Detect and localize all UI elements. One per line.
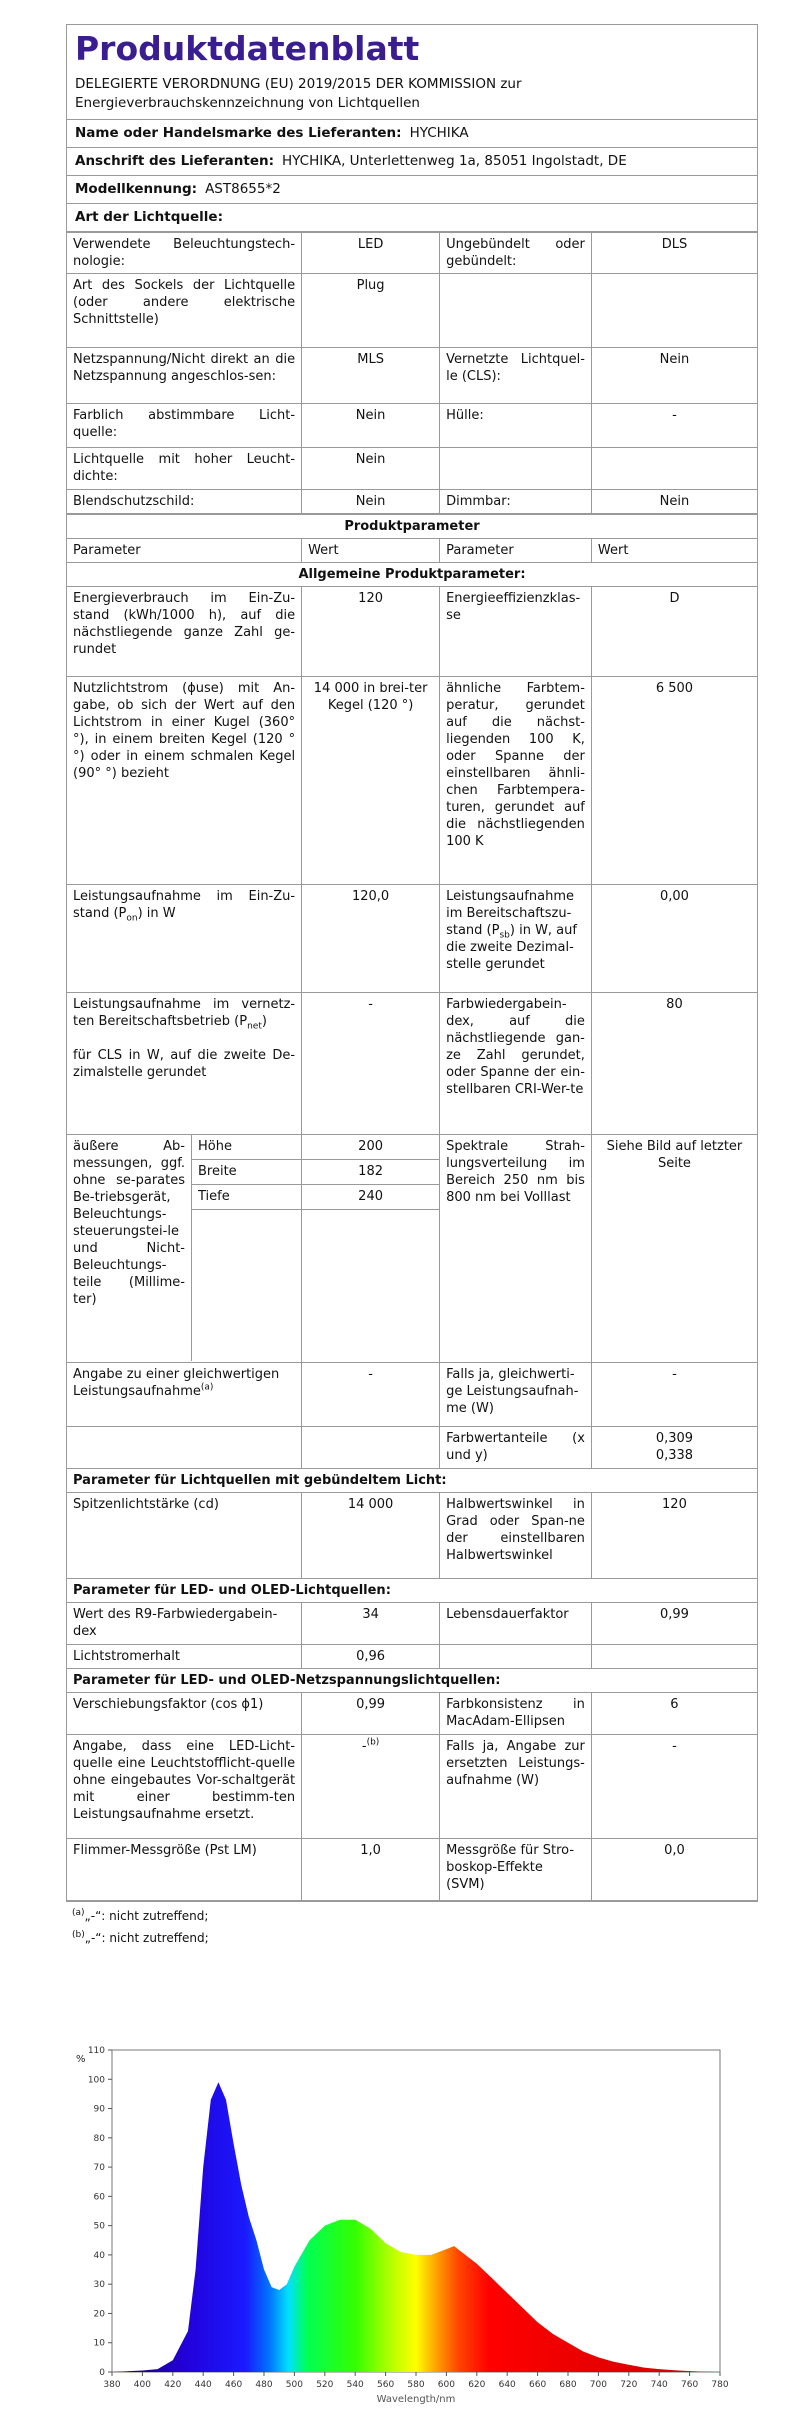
model-label: Modellkennung: (75, 181, 198, 197)
lumen-maintenance-empty (440, 1645, 592, 1669)
y-tick-label: 60 (93, 2192, 105, 2203)
type-row (67, 448, 757, 490)
r9-label: Wert des R9-Farbwiedergabein-dex (67, 1603, 302, 1645)
spectral-distribution-value: Siehe Bild auf letzter Seite (591, 1135, 757, 1363)
x-tick-label: 660 (529, 2380, 547, 2390)
luminous-flux-label: Nutzlichtstrom (ɸuse) mit An-gabe, ob sich der Wert auf den Lichtstrom in einer Kugel (360° °), in einem breiten Kegel (120 °°) oder in einem schmalen Kegel (90° °) bezieht (67, 677, 302, 885)
type-cell (591, 274, 757, 348)
header-parameter: Parameter (67, 539, 302, 563)
type-cell: Vernetzte Lichtquel-le (CLS): (440, 348, 592, 404)
product-parameter-table (67, 514, 757, 1901)
dimension-values (302, 1135, 440, 1363)
general-parameters-title: Allgemeine Produktparameter: (67, 563, 757, 587)
supplier-name-label: Name oder Handelsmarke des Lieferanten: (75, 125, 402, 141)
dimensions-label: äußere Ab-messungen, ggf. ohne se-parates Be-triebsgerät, Beleuchtungs-steuerungstei-le und Nicht-Beleuchtungs-teile (Millime-ter) (67, 1135, 192, 1361)
displacement-factor-value: 0,99 (302, 1693, 440, 1735)
energy-class-label: Energieeffizienzklas-se (440, 587, 592, 677)
cct-value: 6 500 (591, 677, 757, 885)
dimension-label: Breite (192, 1160, 301, 1185)
type-cell: Hülle: (440, 404, 592, 448)
flicker-value: 1,0 (302, 1839, 440, 1901)
networked-standby-value: - (302, 993, 440, 1135)
x-tick-label: 380 (103, 2380, 121, 2390)
x-tick-label: 500 (285, 2380, 303, 2390)
type-cell: Farblich abstimmbare Licht-quelle: (67, 404, 302, 448)
x-tick-label: 640 (498, 2380, 516, 2390)
light-source-type-table (67, 232, 757, 514)
supplier-address-label: Anschrift des Lieferanten: (75, 153, 274, 169)
product-data-sheet (66, 24, 758, 1902)
header-parameter-2: Parameter (440, 539, 592, 563)
macadam-label: Farbkonsistenz in MacAdam-Ellipsen (440, 1693, 592, 1735)
y-tick-label: 30 (93, 2280, 105, 2291)
y-axis-label: % (76, 2054, 86, 2065)
type-row (67, 274, 757, 348)
flicker-label: Flimmer-Messgröße (Pst LM) (67, 1839, 302, 1901)
type-row (67, 348, 757, 404)
model-row (67, 176, 757, 204)
dimension-label: Höhe (192, 1135, 301, 1160)
title-block (67, 25, 757, 120)
light-source-type-heading: Art der Lichtquelle: (67, 204, 757, 232)
product-parameters-title: Produktparameter (67, 515, 757, 539)
x-tick-label: 400 (133, 2380, 151, 2390)
page-title: Produktdatenblatt (75, 29, 420, 68)
luminous-flux-value: 14 000 in brei-ter Kegel (120 °) (302, 677, 440, 885)
dimensions-cell (67, 1135, 302, 1363)
cri-value: 80 (591, 993, 757, 1135)
retrofit-label: Angabe, dass eine LED-Licht-quelle eine Leuchtstofflicht-quelle ohne eingebautes Vor-schaltgerät mit einer bestimm-ten Leistungsaufnahme ersetzt. (67, 1735, 302, 1839)
y-tick-label: 50 (93, 2221, 105, 2232)
cct-label: ähnliche Farbtem-peratur, gerundet auf die nächst-liegenden 100 K, oder Spanne der einstellbaren ähnli-chen Farbtempera-turen, gerundet auf die nächstliegenden 100 K (440, 677, 592, 885)
type-cell: Art des Sockels der Lichtquelle (oder andere elektrische Schnittstelle) (67, 274, 302, 348)
spectral-chart (60, 2040, 740, 2410)
lumen-maintenance-empty-2 (591, 1645, 757, 1669)
standby-power-label: Leistungsaufnahme im Bereitschaftszu-stand $(P_{sb})$ in W, auf die zweite Dezimal-stelle gerundet (440, 885, 592, 993)
type-cell: Dimmbar: (440, 490, 592, 514)
x-tick-label: 780 (711, 2380, 729, 2390)
x-tick-label: 720 (620, 2380, 638, 2390)
equivalent-watt-value: - (591, 1363, 757, 1427)
retrofit-value: -$^{(b)}$ (302, 1735, 440, 1839)
x-tick-label: 440 (194, 2380, 212, 2390)
lumen-maintenance-label: Lichtstromerhalt (67, 1645, 302, 1669)
supplier-address-row (67, 148, 757, 176)
y-tick-label: 70 (93, 2163, 105, 2174)
x-tick-label: 620 (468, 2380, 486, 2390)
y-tick-label: 10 (93, 2338, 105, 2349)
macadam-value: 6 (591, 1693, 757, 1735)
energy-class-value: D (591, 587, 757, 677)
chromaticity-values: 0,309 0,338 (591, 1427, 757, 1469)
survival-factor-value: 0,99 (591, 1603, 757, 1645)
on-mode-power-value: 120,0 (302, 885, 440, 993)
x-tick-label: 560 (377, 2380, 395, 2390)
y-tick-label: 100 (87, 2075, 105, 2086)
y-tick-label: 0 (99, 2368, 105, 2378)
dimension-value: 200 (302, 1135, 439, 1160)
type-cell: Nein (302, 404, 440, 448)
y-tick-label: 20 (93, 2309, 105, 2320)
type-row (67, 233, 757, 274)
directional-title: Parameter für Lichtquellen mit gebündeltem Licht: (67, 1469, 757, 1493)
x-tick-label: 760 (681, 2380, 699, 2390)
on-mode-power-label: Leistungsaufnahme im Ein-Zu-stand $(P_{on})$ in W (67, 885, 302, 993)
type-cell (591, 448, 757, 490)
x-tick-label: 740 (650, 2380, 668, 2390)
type-cell: Netzspannung/Nicht direkt an die Netzspannung angeschlos-sen: (67, 348, 302, 404)
r9-value: 34 (302, 1603, 440, 1645)
chroma-empty-label (67, 1427, 302, 1469)
type-row (67, 404, 757, 448)
header-value-2: Wert (591, 539, 757, 563)
energy-label: Energieverbrauch im Ein-Zu-stand (kWh/1000 h), auf die nächstliegende ganze Zahl ge-rundet (67, 587, 302, 677)
x-tick-label: 540 (346, 2380, 364, 2390)
type-cell (440, 448, 592, 490)
type-cell: Plug (302, 274, 440, 348)
beam-angle-value: 120 (591, 1493, 757, 1579)
dimension-value: 240 (302, 1185, 439, 1210)
svm-value: 0,0 (591, 1839, 757, 1901)
x-tick-label: 600 (437, 2380, 455, 2390)
replaced-power-value: - (591, 1735, 757, 1839)
supplier-address-value: HYCHIKA, Unterlettenweg 1a, 85051 Ingolstadt, DE (282, 153, 627, 169)
x-tick-label: 680 (559, 2380, 577, 2390)
x-tick-label: 520 (316, 2380, 334, 2390)
type-cell: DLS (591, 233, 757, 274)
type-cell: Verwendete Beleuchtungstech-nologie: (67, 233, 302, 274)
model-value: AST8655*2 (205, 181, 281, 197)
header-value: Wert (302, 539, 440, 563)
y-tick-label: 90 (93, 2104, 105, 2115)
svm-label: Messgröße für Stro-boskop-Effekte (SVM) (440, 1839, 592, 1901)
type-cell: - (591, 404, 757, 448)
type-cell: MLS (302, 348, 440, 404)
type-cell: Nein (591, 348, 757, 404)
equivalent-power-label: Angabe zu einer gleichwertigen Leistungsaufnahme$^{(a)}$ (67, 1363, 302, 1427)
regulation-subtitle: DELEGIERTE VERORDNUNG (EU) 2019/2015 DER KOMMISSION zur Energieverbrauchskennzeichnung von Lichtquellen (75, 76, 522, 111)
y-tick-label: 110 (87, 2046, 105, 2056)
x-tick-label: 480 (255, 2380, 273, 2390)
type-cell (440, 274, 592, 348)
mains-title: Parameter für LED- und OLED-Netzspannungslichtquellen: (67, 1669, 757, 1693)
type-rows (67, 233, 757, 514)
type-cell: Blendschutzschild: (67, 490, 302, 514)
type-row (67, 490, 757, 514)
type-cell: Ungebündelt oder gebündelt: (440, 233, 592, 274)
peak-intensity-label: Spitzenlichtstärke (cd) (67, 1493, 302, 1579)
spectral-distribution-label: Spektrale Strah-lungsverteilung im Bereich 250 nm bis 800 nm bei Volllast (440, 1135, 592, 1363)
lumen-maintenance-value: 0,96 (302, 1645, 440, 1669)
type-cell: Lichtquelle mit hoher Leucht-dichte: (67, 448, 302, 490)
survival-factor-label: Lebensdauerfaktor (440, 1603, 592, 1645)
replaced-power-label: Falls ja, Angabe zur ersetzten Leistungs-aufnahme (W) (440, 1735, 592, 1839)
y-tick-label: 40 (93, 2250, 105, 2261)
equivalent-watt-label: Falls ja, gleichwerti-ge Leistungsaufnah-me (W) (440, 1363, 592, 1427)
chromaticity-label: Farbwertanteile (x und y) (440, 1427, 592, 1469)
x-axis-label: Wavelength/nm (376, 2394, 456, 2405)
x-tick-label: 420 (164, 2380, 182, 2390)
dimension-labels (192, 1135, 301, 1361)
footnote-b: $^{(b)}$„-“: nicht zutreffend; (72, 1930, 209, 1945)
peak-intensity-value: 14 000 (302, 1493, 440, 1579)
cri-label: Farbwiedergabein-dex, auf die nächstliegende gan-ze Zahl gerundet, oder Spanne der ein-stellbaren CRI-Wer-te (440, 993, 592, 1135)
type-cell: LED (302, 233, 440, 274)
dimension-label: Tiefe (192, 1185, 301, 1210)
energy-value: 120 (302, 587, 440, 677)
supplier-name-row (67, 120, 757, 148)
type-cell: Nein (302, 490, 440, 514)
beam-angle-label: Halbwertswinkel in Grad oder Span-ne der einstellbaren Halbwertswinkel (440, 1493, 592, 1579)
standby-power-value: 0,00 (591, 885, 757, 993)
type-cell: Nein (302, 448, 440, 490)
spectral-chart-svg (60, 2040, 740, 2410)
displacement-factor-label: Verschiebungsfaktor (cos ɸ1) (67, 1693, 302, 1735)
supplier-name-value: HYCHIKA (409, 125, 469, 141)
dimension-value: 182 (302, 1160, 439, 1185)
type-cell: Nein (591, 490, 757, 514)
x-tick-label: 700 (589, 2380, 607, 2390)
led-title: Parameter für LED- und OLED-Lichtquellen: (67, 1579, 757, 1603)
y-tick-label: 80 (93, 2133, 105, 2144)
equivalent-power-value: - (302, 1363, 440, 1427)
footnote-a: $^{(a)}$„-“: nicht zutreffend; (72, 1908, 209, 1923)
networked-standby-label: Leistungsaufnahme im vernetz-ten Bereitschaftsbetrieb $(P_{net})$ für CLS in W, auf die zweite De-zimalstelle gerundet (67, 993, 302, 1135)
x-tick-label: 460 (225, 2380, 243, 2390)
x-tick-label: 580 (407, 2380, 425, 2390)
chroma-empty-value (302, 1427, 440, 1469)
